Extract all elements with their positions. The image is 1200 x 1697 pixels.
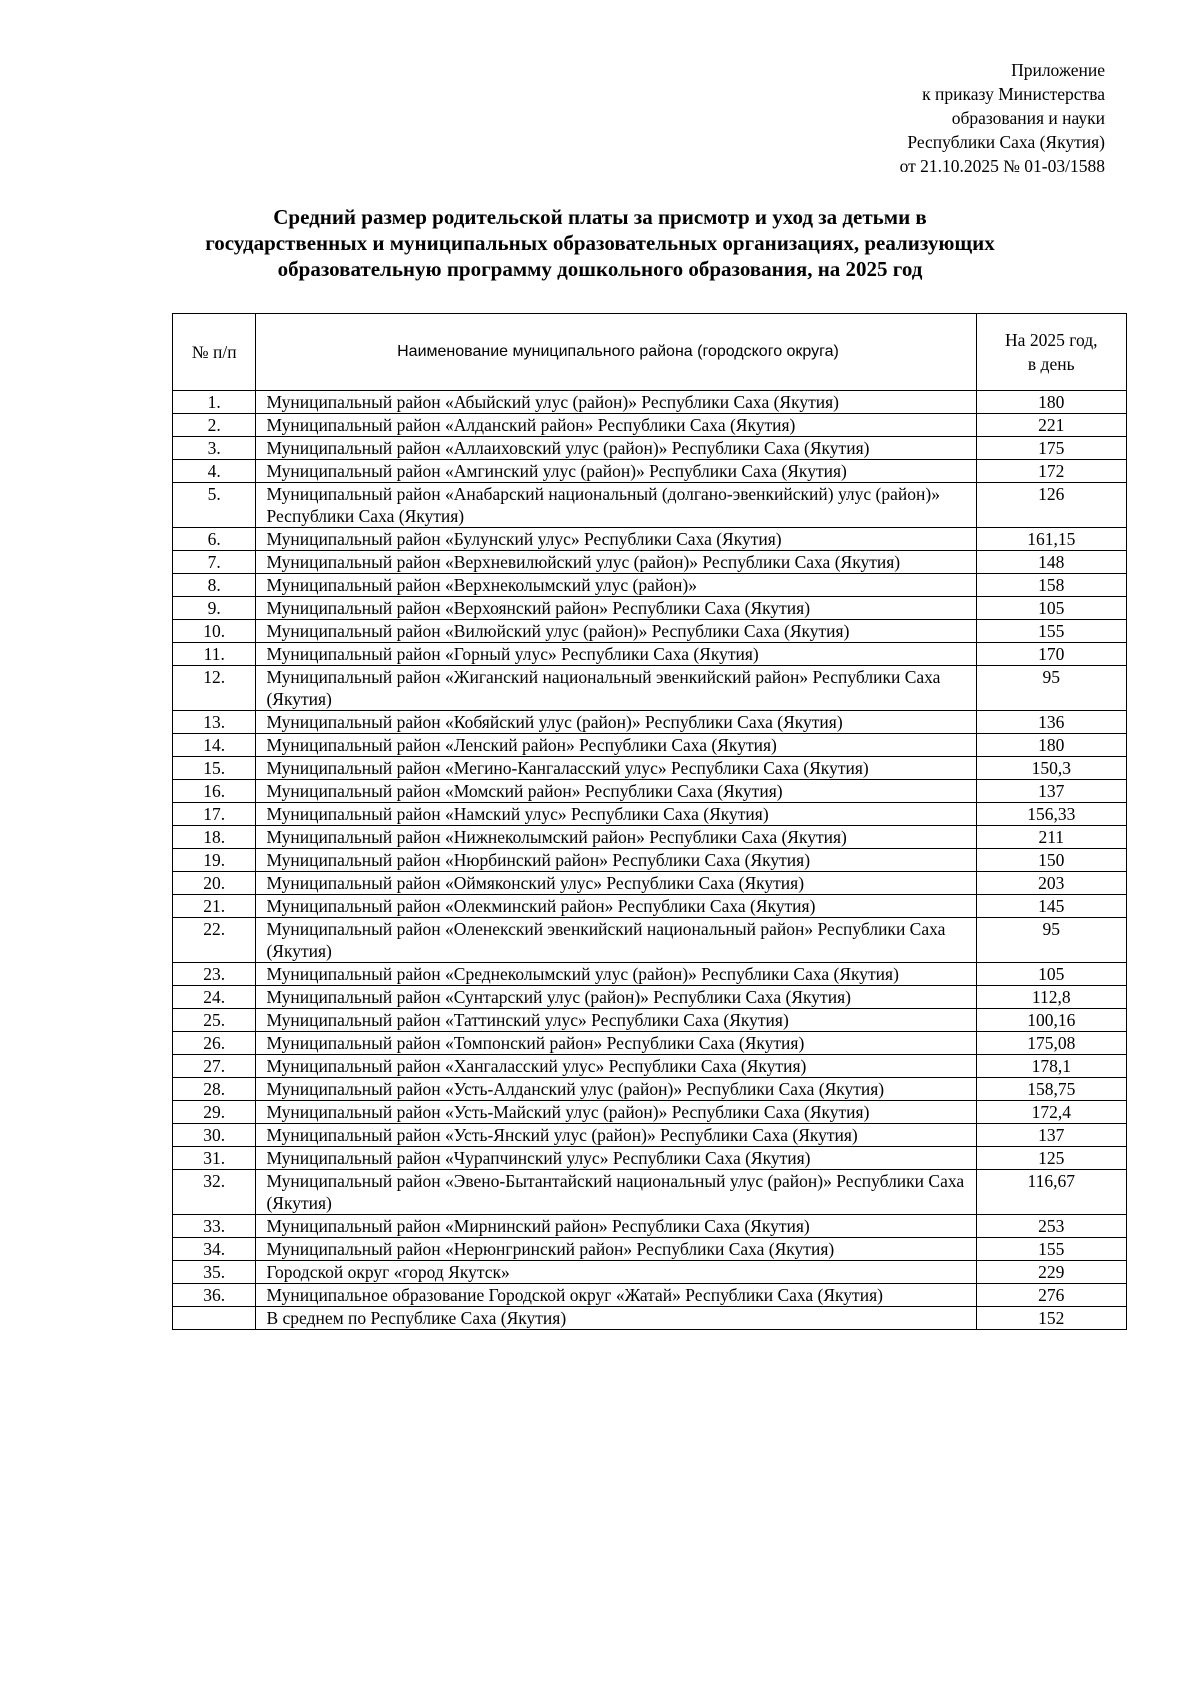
row-num: 36. — [173, 1284, 256, 1307]
row-value: 161,15 — [976, 528, 1126, 551]
table-row — [173, 780, 1127, 803]
table-row — [173, 1124, 1127, 1147]
row-value: 100,16 — [976, 1009, 1126, 1032]
row-value: 156,33 — [976, 803, 1126, 826]
document-title — [130, 204, 1070, 282]
row-name: Муниципальный район «Нерюнгринский район» Республики Саха (Якутия) — [256, 1238, 976, 1261]
row-name: Муниципальный район «Эвено-Бытантайский национальный улус (район)» Республики Саха (Якутия) — [256, 1170, 976, 1215]
table-row — [173, 597, 1127, 620]
row-value: 125 — [976, 1147, 1126, 1170]
row-value: 229 — [976, 1261, 1126, 1284]
row-value: 221 — [976, 414, 1126, 437]
row-name: Муниципальный район «Верхнеколымский улус (район)» — [256, 574, 976, 597]
appendix-line: Приложение — [1011, 60, 1105, 80]
row-value: 155 — [976, 620, 1126, 643]
table-row — [173, 551, 1127, 574]
row-name: Муниципальный район «Абыйский улус (район)» Республики Саха (Якутия) — [256, 391, 976, 414]
row-num: 23. — [173, 963, 256, 986]
row-value: 136 — [976, 711, 1126, 734]
row-num: 27. — [173, 1055, 256, 1078]
row-value: 172,4 — [976, 1101, 1126, 1124]
appendix-block — [705, 58, 1105, 178]
table-row — [173, 1284, 1127, 1307]
row-num: 5. — [173, 483, 256, 528]
row-num: 11. — [173, 643, 256, 666]
row-name: Муниципальный район «Чурапчинский улус» Республики Саха (Якутия) — [256, 1147, 976, 1170]
header-value-line1: На 2025 год, — [1005, 330, 1098, 350]
row-num: 34. — [173, 1238, 256, 1261]
table-row — [173, 1147, 1127, 1170]
table-row — [173, 1101, 1127, 1124]
row-value: 211 — [976, 826, 1126, 849]
table-row — [173, 1215, 1127, 1238]
row-name: Городской округ «город Якутск» — [256, 1261, 976, 1284]
row-num: 13. — [173, 711, 256, 734]
row-name: Муниципальный район «Ленский район» Республики Саха (Якутия) — [256, 734, 976, 757]
row-num — [173, 1307, 256, 1330]
row-value: 137 — [976, 1124, 1126, 1147]
row-num: 24. — [173, 986, 256, 1009]
row-value: 180 — [976, 734, 1126, 757]
row-name: Муниципальный район «Горный улус» Республики Саха (Якутия) — [256, 643, 976, 666]
fees-table — [172, 313, 1127, 1330]
row-num: 6. — [173, 528, 256, 551]
table-row — [173, 734, 1127, 757]
row-name: Муниципальный район «Вилюйский улус (район)» Республики Саха (Якутия) — [256, 620, 976, 643]
row-num: 35. — [173, 1261, 256, 1284]
row-num: 3. — [173, 437, 256, 460]
table-row — [173, 918, 1127, 963]
row-name: Муниципальный район «Алданский район» Республики Саха (Якутия) — [256, 414, 976, 437]
row-value: 155 — [976, 1238, 1126, 1261]
row-name: Муниципальный район «Жиганский национальный эвенкийский район» Республики Саха (Якутия) — [256, 666, 976, 711]
title-line: государственных и муниципальных образовательных организациях, реализующих — [205, 231, 995, 255]
row-num: 21. — [173, 895, 256, 918]
row-num: 28. — [173, 1078, 256, 1101]
row-name: Муниципальный район «Аллаиховский улус (район)» Республики Саха (Якутия) — [256, 437, 976, 460]
row-name: Муниципальный район «Анабарский национальный (долгано-эвенкийский) улус (район)» Республики Саха (Якутия) — [256, 483, 976, 528]
row-value: 180 — [976, 391, 1126, 414]
row-value: 175,08 — [976, 1032, 1126, 1055]
table-row — [173, 643, 1127, 666]
row-name: Муниципальный район «Олекминский район» Республики Саха (Якутия) — [256, 895, 976, 918]
row-value: 172 — [976, 460, 1126, 483]
table-row — [173, 437, 1127, 460]
table-row — [173, 986, 1127, 1009]
row-value: 203 — [976, 872, 1126, 895]
row-name: Муниципальный район «Хангаласский улус» Республики Саха (Якутия) — [256, 1055, 976, 1078]
row-value: 276 — [976, 1284, 1126, 1307]
table-row — [173, 872, 1127, 895]
table-row — [173, 666, 1127, 711]
appendix-line: образования и науки — [951, 108, 1105, 128]
row-num: 20. — [173, 872, 256, 895]
row-name: Муниципальный район «Среднеколымский улус (район)» Республики Саха (Якутия) — [256, 963, 976, 986]
header-name: Наименование муниципального района (городского округа) — [256, 314, 976, 391]
row-num: 12. — [173, 666, 256, 711]
row-num: 33. — [173, 1215, 256, 1238]
row-name: Муниципальное образование Городской округ «Жатай» Республики Саха (Якутия) — [256, 1284, 976, 1307]
row-name: Муниципальный район «Мирнинский район» Республики Саха (Якутия) — [256, 1215, 976, 1238]
row-value: 105 — [976, 597, 1126, 620]
row-name: Муниципальный район «Оленекский эвенкийский национальный район» Республики Саха (Якутия) — [256, 918, 976, 963]
row-value: 152 — [976, 1307, 1126, 1330]
title-line: образовательную программу дошкольного образования, на 2025 год — [277, 257, 923, 281]
row-num: 19. — [173, 849, 256, 872]
row-value: 178,1 — [976, 1055, 1126, 1078]
row-name: Муниципальный район «Усть-Янский улус (район)» Республики Саха (Якутия) — [256, 1124, 976, 1147]
row-name: Муниципальный район «Булунский улус» Республики Саха (Якутия) — [256, 528, 976, 551]
table-row — [173, 1055, 1127, 1078]
row-value: 116,67 — [976, 1170, 1126, 1215]
row-name: Муниципальный район «Амгинский улус (район)» Республики Саха (Якутия) — [256, 460, 976, 483]
row-num: 8. — [173, 574, 256, 597]
row-value: 158 — [976, 574, 1126, 597]
row-num: 25. — [173, 1009, 256, 1032]
table-row — [173, 1170, 1127, 1215]
row-name: Муниципальный район «Момский район» Республики Саха (Якутия) — [256, 780, 976, 803]
row-name: В среднем по Республике Саха (Якутия) — [256, 1307, 976, 1330]
row-value: 150,3 — [976, 757, 1126, 780]
row-value: 95 — [976, 918, 1126, 963]
row-num: 30. — [173, 1124, 256, 1147]
header-value — [976, 314, 1126, 391]
row-num: 22. — [173, 918, 256, 963]
row-value: 105 — [976, 963, 1126, 986]
row-value: 148 — [976, 551, 1126, 574]
header-value-line2: в день — [1027, 354, 1075, 374]
table-body — [173, 391, 1127, 1330]
row-value: 137 — [976, 780, 1126, 803]
row-num: 17. — [173, 803, 256, 826]
row-value: 253 — [976, 1215, 1126, 1238]
row-num: 7. — [173, 551, 256, 574]
row-name: Муниципальный район «Таттинский улус» Республики Саха (Якутия) — [256, 1009, 976, 1032]
row-name: Муниципальный район «Мегино-Кангаласский улус» Республики Саха (Якутия) — [256, 757, 976, 780]
row-value: 175 — [976, 437, 1126, 460]
row-name: Муниципальный район «Верхоянский район» Республики Саха (Якутия) — [256, 597, 976, 620]
table-header-row — [173, 314, 1127, 391]
row-value: 170 — [976, 643, 1126, 666]
table-row — [173, 711, 1127, 734]
table-row — [173, 574, 1127, 597]
row-num: 10. — [173, 620, 256, 643]
row-num: 29. — [173, 1101, 256, 1124]
row-value: 158,75 — [976, 1078, 1126, 1101]
appendix-line: от 21.10.2025 № 01-03/1588 — [899, 156, 1105, 176]
row-num: 9. — [173, 597, 256, 620]
table-row-average — [173, 1307, 1127, 1330]
table-row — [173, 895, 1127, 918]
row-name: Муниципальный район «Намский улус» Республики Саха (Якутия) — [256, 803, 976, 826]
row-num: 31. — [173, 1147, 256, 1170]
table-row — [173, 483, 1127, 528]
table-row — [173, 391, 1127, 414]
table-row — [173, 803, 1127, 826]
table-row — [173, 1009, 1127, 1032]
row-value: 150 — [976, 849, 1126, 872]
row-name: Муниципальный район «Кобяйский улус (район)» Республики Саха (Якутия) — [256, 711, 976, 734]
row-name: Муниципальный район «Оймяконский улус» Республики Саха (Якутия) — [256, 872, 976, 895]
table-row — [173, 963, 1127, 986]
table-row — [173, 414, 1127, 437]
row-num: 15. — [173, 757, 256, 780]
row-num: 2. — [173, 414, 256, 437]
table-row — [173, 1078, 1127, 1101]
table-row — [173, 849, 1127, 872]
row-name: Муниципальный район «Верхневилюйский улус (район)» Республики Саха (Якутия) — [256, 551, 976, 574]
row-name: Муниципальный район «Усть-Майский улус (район)» Республики Саха (Якутия) — [256, 1101, 976, 1124]
row-num: 14. — [173, 734, 256, 757]
row-name: Муниципальный район «Сунтарский улус (район)» Республики Саха (Якутия) — [256, 986, 976, 1009]
row-name: Муниципальный район «Нюрбинский район» Республики Саха (Якутия) — [256, 849, 976, 872]
row-value: 126 — [976, 483, 1126, 528]
header-num: № п/п — [173, 314, 256, 391]
table-row — [173, 826, 1127, 849]
row-num: 32. — [173, 1170, 256, 1215]
row-num: 4. — [173, 460, 256, 483]
row-value: 95 — [976, 666, 1126, 711]
row-num: 16. — [173, 780, 256, 803]
row-name: Муниципальный район «Нижнеколымский район» Республики Саха (Якутия) — [256, 826, 976, 849]
table-row — [173, 1032, 1127, 1055]
appendix-line: к приказу Министерства — [922, 84, 1105, 104]
row-value: 145 — [976, 895, 1126, 918]
appendix-line: Республики Саха (Якутия) — [907, 132, 1105, 152]
table-row — [173, 1238, 1127, 1261]
table-row — [173, 460, 1127, 483]
row-name: Муниципальный район «Усть-Алданский улус (район)» Республики Саха (Якутия) — [256, 1078, 976, 1101]
title-line: Средний размер родительской платы за присмотр и уход за детьми в — [273, 205, 927, 229]
row-num: 26. — [173, 1032, 256, 1055]
row-num: 1. — [173, 391, 256, 414]
table-row — [173, 620, 1127, 643]
table-row — [173, 1261, 1127, 1284]
table-row — [173, 528, 1127, 551]
row-value: 112,8 — [976, 986, 1126, 1009]
row-num: 18. — [173, 826, 256, 849]
row-name: Муниципальный район «Томпонский район» Республики Саха (Якутия) — [256, 1032, 976, 1055]
table-row — [173, 757, 1127, 780]
